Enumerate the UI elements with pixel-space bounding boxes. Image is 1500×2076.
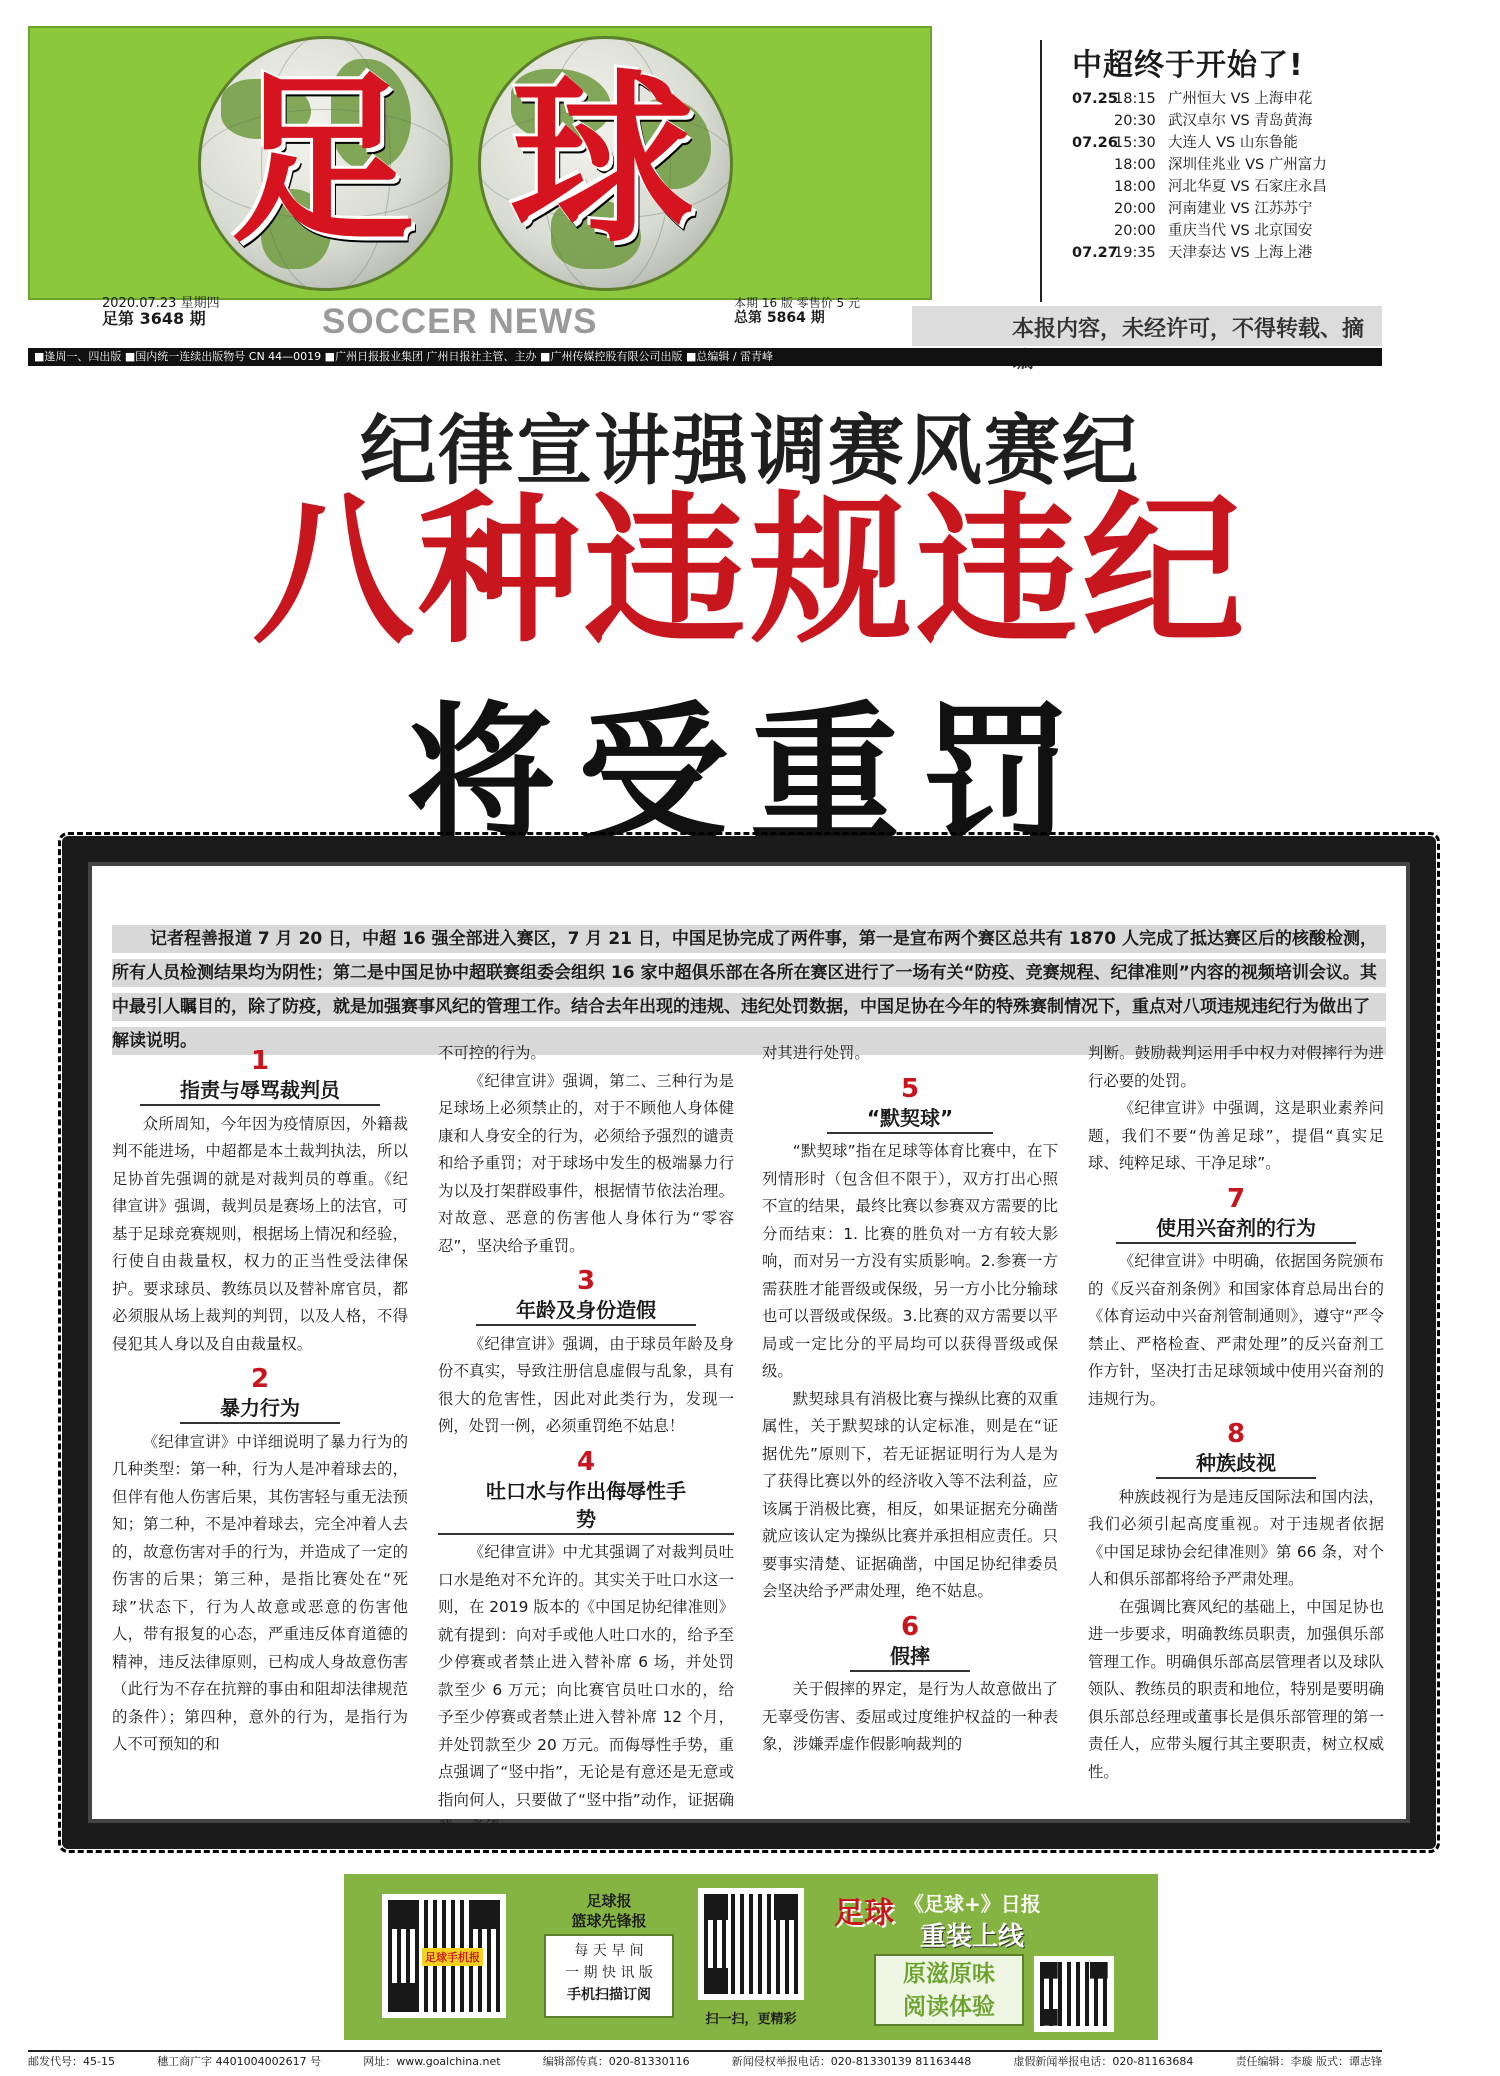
section-title: 种族歧视 bbox=[1156, 1449, 1316, 1479]
schedule-title: 中超终于开始了! bbox=[1072, 48, 1304, 83]
headline-main-black: 将受重罚 bbox=[405, 687, 1094, 863]
schedule-match: 大连人 VS 山东鲁能 bbox=[1168, 135, 1298, 151]
schedule-row bbox=[1072, 88, 1380, 110]
section-title: 指责与辱骂裁判员 bbox=[140, 1076, 380, 1106]
schedule-date: 07.26 bbox=[1072, 135, 1118, 151]
masthead-banner bbox=[28, 26, 932, 300]
schedule-match: 重庆当代 VS 北京国安 bbox=[1168, 223, 1313, 239]
section-heading bbox=[762, 1612, 1058, 1673]
edition-info: 本期 16 版 零售价 5 元 bbox=[734, 296, 860, 310]
footer-fake-news: 虚假新闻举报电话：020-81163684 bbox=[1013, 2055, 1194, 2068]
section-number: 7 bbox=[1226, 1183, 1246, 1214]
ad-line: 手机扫描订阅 bbox=[567, 1987, 651, 2003]
section-heading bbox=[112, 1364, 408, 1425]
section-number: 5 bbox=[900, 1073, 920, 1104]
paragraph: 众所周知，今年因为疫情原因，外籍裁判不能进场，中超都是本土裁判执法，所以足协首先强调的就是对裁判员的尊重。《纪律宣讲》强调，裁判员是赛场上的法官，可基于足球竞赛规则，根据场上情况和经验，行使自由裁量权，权力的正当性受法律保护。要求球员、教练员以及替补席官员，都必须服从场上裁判的判罚，以及人格，不得侵犯其人身以及自由裁量权。 bbox=[112, 1114, 408, 1353]
issue-date-block bbox=[102, 296, 342, 326]
paragraph: 《纪律宣讲》强调，第二、三种行为是足球场上必须禁止的，对于不顾他人身体健康和人身安全的行为，必须给予强烈的谴责和给予重罚；对于球场中发生的极端暴力行为以及打架群殴事件，根据情节依法治理。对故意、恶意的伤害他人身体行为“零容忍”，坚决给予重罚。 bbox=[438, 1071, 734, 1255]
footer-editors: 责任编辑：李璇 版式：谭志锋 bbox=[1235, 2055, 1382, 2068]
brand-logo: 足球 bbox=[834, 1896, 894, 1931]
schedule-row bbox=[1072, 242, 1380, 264]
section-number: 2 bbox=[250, 1364, 270, 1394]
schedule-row bbox=[1072, 154, 1380, 176]
section-heading bbox=[762, 1074, 1058, 1135]
section-title: 吐口水与作出侮辱性手势 bbox=[438, 1477, 734, 1535]
section-title: “默契球” bbox=[827, 1104, 993, 1134]
section-title: 年龄及身份造假 bbox=[476, 1296, 696, 1326]
schedule-row bbox=[1072, 176, 1380, 198]
section-title: 假摔 bbox=[850, 1642, 970, 1672]
section-number: 8 bbox=[1226, 1419, 1246, 1449]
ad-box-title-2: 篮球先锋报 bbox=[571, 1912, 647, 1930]
ad-info-box bbox=[544, 1934, 674, 2018]
paragraph: 《纪律宣讲》中明确，依据国务院颁布的《反兴奋剂条例》和国家体育总局出台的《体育运动中兴奋剂管制通则》，遵守“严令禁止、严格检查、严肃处理”的反兴奋剂工作方针，坚决打击足球领域中使用兴奋剂的违规行为。 bbox=[1088, 1252, 1384, 1408]
edition-info-block bbox=[734, 296, 904, 326]
footer-license: 穗工商广字 4401004002617 号 bbox=[157, 2055, 322, 2068]
paragraph: 《纪律宣讲》中尤其强调了对裁判员吐口水是绝对不允许的。其实关于吐口水这一则，在 2019 版本的《中国足协纪律准则》就有提到：向对手或他人吐口水的，给予至少停赛或者禁止进入替补席 6 场，并处罚款至少 6 万元；向比赛官员吐口水的，给予至少停赛或者禁止进入替补席 12 个月，并处罚款至少 20 万元。而侮辱性手势，重点强调了“竖中指”，无论是有意还是无意或指向何人，只要做了“竖中指”动作，证据确凿，必须 bbox=[438, 1543, 734, 1836]
schedule-match: 武汉卓尔 VS 青岛黄海 bbox=[1168, 113, 1313, 129]
ad-line: 一 期 快 讯 版 bbox=[565, 1965, 653, 1981]
issue-number: 足第 3648 期 bbox=[102, 309, 206, 328]
paragraph: 默契球具有消极比赛与操纵比赛的双重属性，关于默契球的认定标准，则是在“证据优先”原则下，若无证据证明行为人是为了获得比赛以外的经济收入等不法利益，应该属于消极比赛，相反，如果证据充分确凿就应该认定为操纵比赛并承担相应责任。只要事实清楚、证据确凿，中国足协纪律委员会坚决给予严肃处理，绝不姑息。 bbox=[762, 1389, 1058, 1600]
ad-daily: 《足球+》日报 bbox=[904, 1892, 1041, 1916]
section-number: 4 bbox=[576, 1446, 596, 1477]
ad-slogan: 阅读体验 bbox=[903, 1994, 995, 2020]
paragraph: 在强调比赛风纪的基础上，中国足协也进一步要求，明确教练员职责，加强俱乐部管理工作。明确俱乐部高层管理者以及球队领队、教练员的职责和地位，特别是要明确俱乐部总经理或董事长是俱乐部管理的第一责任人，应带头履行其主要职责，树立权威性。 bbox=[1088, 1597, 1384, 1781]
schedule-time: 20:30 bbox=[1114, 113, 1156, 129]
schedule-time: 18:00 bbox=[1114, 179, 1156, 195]
schedule-row bbox=[1072, 198, 1380, 220]
section-heading bbox=[1088, 1419, 1384, 1480]
section-number: 3 bbox=[576, 1266, 596, 1296]
paragraph: 《纪律宣讲》中详细说明了暴力行为的几种类型：第一种，行为人是冲着球去的，但伴有他人伤害后果，其伤害轻与重无法预知；第二种，不是冲着球去，完全冲着人去的，故意伤害对手的行为，并造成了一定的伤害的后果；第三种，是指比赛处在“死球”状态下，行为人故意或恶意的伤害他人，带有报复的心态，严重违反体育道德的精神，违反法律原则，已构成人身故意伤害（此行为不存在抗辩的事由和阻却法律规范的条件）；第四种，意外的行为，是指行为人不可预知的和 bbox=[112, 1432, 408, 1753]
section-number: 1 bbox=[250, 1046, 270, 1076]
masthead-title-char-1: 足 bbox=[230, 52, 415, 268]
page-footer bbox=[28, 2050, 1382, 2072]
footer-website[interactable]: 网址：www.goalchina.net bbox=[363, 2055, 501, 2068]
section-heading bbox=[1088, 1184, 1384, 1245]
ad-box-title-1: 足球报 bbox=[586, 1892, 632, 1910]
schedule-date bbox=[1072, 110, 1114, 132]
schedule-match: 河北华夏 VS 石家庄永昌 bbox=[1168, 179, 1327, 195]
schedule-date: 07.25 bbox=[1072, 91, 1118, 107]
schedule-date bbox=[1072, 198, 1114, 220]
issue-date: 2020.07.23 星期四 bbox=[102, 296, 220, 311]
schedule-date bbox=[1072, 154, 1114, 176]
qr-code-icon[interactable] bbox=[698, 1888, 804, 2000]
schedule-row bbox=[1072, 110, 1380, 132]
article-lead: 记者程善报道 7 月 20 日，中超 16 强全部进入赛区，7 月 21 日，中国足协完成了两件事，第一是宣布两个赛区总共有 1870 人完成了抵达赛区后的核酸检测，所有人员检测结果均为阴性；第二是中国足协中超联赛组委会组织 16 家中超俱乐部在各所在赛区进行了一场有关“防疫、竞赛规程、纪律准则”内容的视频培训会议。其中最引人瞩目的，除了防疫，就是加强赛事风纪的管理工作。结合去年出现的违规、违纪处罚数据，中国足协在今年的特殊赛制情况下，重点对八项违规违纪行为做出了解读说明。 bbox=[112, 922, 1386, 1058]
schedule-row bbox=[1072, 220, 1380, 242]
qr-caption: 扫一扫，更精彩 bbox=[705, 2012, 797, 2027]
publication-info-bar: ■逢周一、四出版 ■国内统一连续出版物号 CN 44—0019 ■广州日报报业集团 广州日报社主管、主办 ■广州传媒控股有限公司出版 ■总编辑 / 雷青峰 bbox=[28, 348, 1382, 366]
headline-kicker: 纪律宣讲强调赛风赛纪 bbox=[360, 406, 1140, 495]
schedule-date: 07.27 bbox=[1072, 245, 1118, 261]
ad-slogan: 原滋原味 bbox=[903, 1961, 995, 1987]
schedule-match: 河南建业 VS 江苏苏宁 bbox=[1168, 201, 1313, 217]
section-number: 6 bbox=[900, 1611, 920, 1642]
footer-postal: 邮发代号：45-15 bbox=[28, 2055, 115, 2068]
article-column-3 bbox=[762, 1040, 1058, 1759]
paragraph: 《纪律宣讲》中强调，这是职业素养问题，我们不要“伪善足球”，提倡“真实足球、纯粹足球、干净足球”。 bbox=[1088, 1099, 1384, 1172]
schedule-match: 广州恒大 VS 上海申花 bbox=[1168, 91, 1313, 107]
copyright-notice: 本报内容，未经许可，不得转载、摘 bbox=[912, 306, 1382, 346]
section-heading bbox=[438, 1447, 734, 1536]
ad-slogan-box bbox=[874, 1954, 1024, 2026]
schedule-row bbox=[1072, 132, 1380, 154]
schedule-time: 19:35 bbox=[1114, 245, 1156, 261]
section-heading bbox=[438, 1266, 734, 1327]
schedule-date bbox=[1072, 176, 1114, 198]
article-column-2 bbox=[438, 1040, 734, 1842]
paragraph: 关于假摔的界定，是行为人故意做出了无辜受伤害、委屈或过度维护权益的一种表象，涉嫌弄虚作假影响裁判的 bbox=[762, 1680, 1058, 1753]
english-title: SOCCER NEWS bbox=[322, 302, 598, 341]
paragraph: 种族歧视行为是违反国际法和国内法，我们必须引起高度重视。对于违规者依据《中国足球协会纪律准则》第 66 条，对个人和俱乐部都将给予严肃处理。 bbox=[1088, 1487, 1384, 1588]
ad-line: 每 天 早 间 bbox=[574, 1943, 644, 1959]
article-column-1 bbox=[112, 1040, 408, 1759]
paragraph: 不可控的行为。 bbox=[438, 1044, 546, 1062]
section-heading bbox=[112, 1046, 408, 1107]
paragraph: “默契球”指在足球等体育比赛中，在下列情形时（包含但不限于），双方打出心照不宣的结果，最终比赛以参赛双方需要的比分而结束：1. 比赛的胜负对一方有较大影响，而对另一方没有实质影响。2.参赛一方需获胜才能晋级或保级，另一方小比分输球也可以晋级或保级。3.比赛的双方需要以平局或一定比分的平局均可以获得晋级或保级。 bbox=[762, 1142, 1058, 1380]
section-title: 暴力行为 bbox=[180, 1394, 340, 1424]
paragraph: 对其进行处罚。 bbox=[762, 1044, 870, 1062]
footer-news-tip: 新闻侵权举报电话：020-81330139 81163448 bbox=[731, 2055, 972, 2068]
schedule-match: 天津泰达 VS 上海上港 bbox=[1168, 245, 1313, 261]
paragraph: 《纪律宣讲》强调，由于球员年龄及身份不真实，导致注册信息虚假与乱象，具有很大的危害性，因此对此类行为，发现一例，处罚一例，必须重罚绝不姑息！ bbox=[438, 1334, 734, 1435]
schedule-time: 20:00 bbox=[1114, 223, 1156, 239]
headline-main-red: 八种违规违纪 bbox=[252, 476, 1248, 666]
qr-code-icon[interactable] bbox=[1034, 1956, 1114, 2032]
schedule-time: 15:30 bbox=[1114, 135, 1156, 151]
schedule-match: 深圳佳兆业 VS 广州富力 bbox=[1168, 157, 1327, 173]
schedule-time: 20:00 bbox=[1114, 201, 1156, 217]
footer-fax: 编辑部传真：020-81330116 bbox=[542, 2055, 690, 2068]
match-schedule bbox=[1040, 40, 1380, 302]
subscription-ad bbox=[344, 1874, 1158, 2040]
article-column-4 bbox=[1088, 1040, 1384, 1786]
total-issue: 总第 5864 期 bbox=[734, 310, 825, 326]
ad-relaunch: 重装上线 bbox=[920, 1922, 1025, 1952]
schedule-time: 18:15 bbox=[1114, 91, 1156, 107]
section-title: 使用兴奋剂的行为 bbox=[1116, 1214, 1356, 1244]
paragraph: 判断。鼓励裁判运用手中权力对假摔行为进行必要的处罚。 bbox=[1088, 1044, 1384, 1090]
qr-caption: 足球手机报 bbox=[422, 1948, 483, 1966]
masthead-title-char-2: 球 bbox=[510, 52, 695, 268]
schedule-date bbox=[1072, 220, 1114, 242]
schedule-time: 18:00 bbox=[1114, 157, 1156, 173]
